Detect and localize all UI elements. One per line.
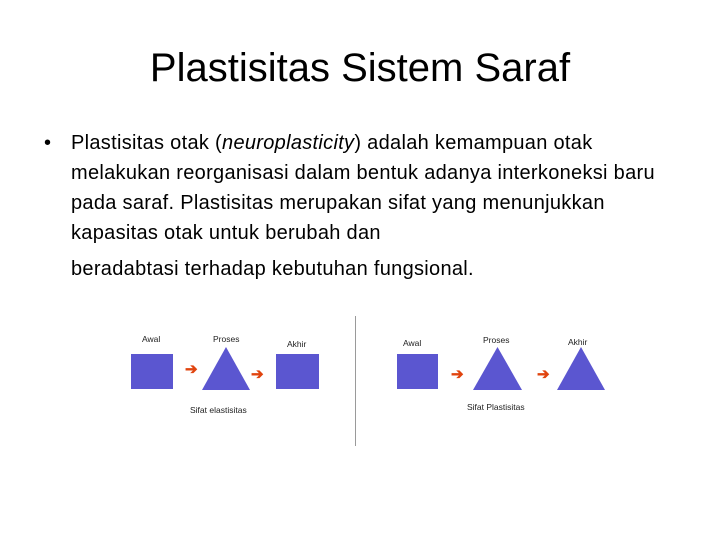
left-arrow-2: ➔ bbox=[251, 366, 264, 383]
left-end-square bbox=[276, 354, 319, 389]
right-process-triangle bbox=[473, 347, 522, 390]
bullet-text bbox=[71, 128, 694, 284]
left-end-label: Akhir bbox=[287, 339, 307, 349]
bullet-text-italic: neuroplasticity bbox=[222, 132, 355, 154]
right-end-triangle bbox=[557, 347, 605, 390]
left-process-label: Proses bbox=[213, 334, 240, 344]
left-arrow-1: ➔ bbox=[185, 361, 198, 378]
divider-line bbox=[355, 316, 356, 446]
right-caption: Sifat Plastisitas bbox=[467, 402, 525, 412]
slide-title: Plastisitas Sistem Saraf bbox=[149, 46, 571, 90]
right-start-label: Awal bbox=[403, 338, 422, 348]
left-start-label: Awal bbox=[142, 334, 161, 344]
right-start-square bbox=[397, 354, 438, 389]
bullet-text-part3: beradabtasi terhadap kebutuhan fungsional. bbox=[71, 258, 474, 280]
bullet-text-part2: ) adalah kemampuan otak melakukan reorganisasi dalam bentuk adanya interkoneksi baru pada saraf. Plastisitas merupakan sifat yang menunjukkan kapasitas otak untuk berubah dan bbox=[71, 132, 655, 244]
bullet-item bbox=[44, 128, 694, 284]
right-process-label: Proses bbox=[483, 335, 510, 345]
bullet-text-part1: Plastisitas otak ( bbox=[71, 132, 223, 154]
bullet-marker: • bbox=[44, 132, 52, 154]
right-arrow-1: ➔ bbox=[451, 366, 464, 383]
left-process-triangle bbox=[202, 347, 250, 390]
left-caption: Sifat elastisitas bbox=[190, 405, 247, 415]
right-end-label: Akhir bbox=[568, 337, 588, 347]
right-arrow-2: ➔ bbox=[537, 366, 550, 383]
left-start-square bbox=[131, 354, 173, 389]
